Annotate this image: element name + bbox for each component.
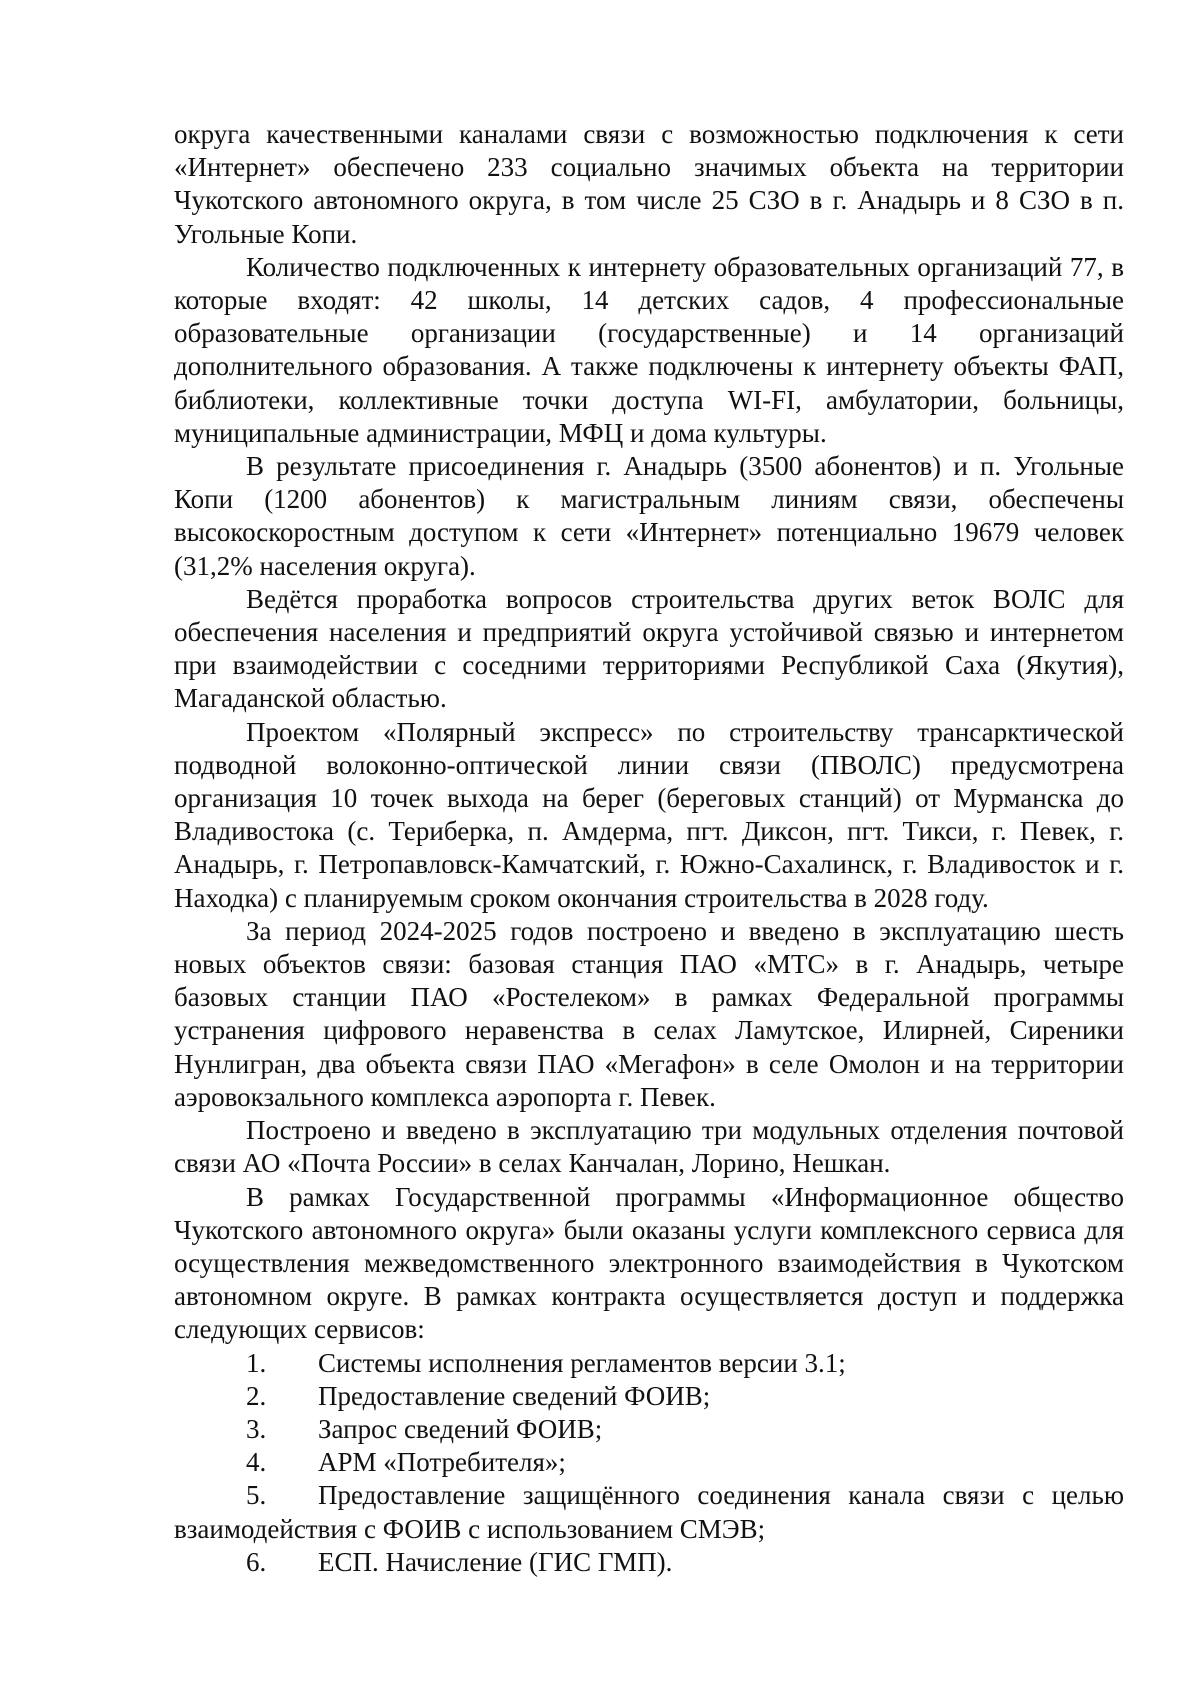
- services-list: [174, 1347, 1124, 1579]
- list-item-number: 3.: [246, 1413, 267, 1444]
- paragraph-fiber-branches: Ведётся проработка вопросов строительства других веток ВОЛС для обеспечения населения и предприятий округа устойчивой связью и интернетом при взаимодействии с соседними территориями Республикой Саха (Якутия), Магаданской областью.: [174, 583, 1124, 714]
- paragraph-new-objects: За период 2024-2025 годов построено и введено в эксплуатацию шесть новых объектов связи: базовая станция ПАО «МТС» в г. Анадырь, четыре базовых станции ПАО «Ростелеком» в рамках Федеральной программы устранения цифрового неравенства в селах Ламутское, Илирней, Сиреники Нунлигран, два объекта связи ПАО «Мегафон» в селе Омолон и на территории аэровокзального комплекса аэропорта г. Певек.: [174, 915, 1124, 1112]
- list-item-text: Предоставление защищённого соединения канала связи с целью взаимодействия с ФОИВ с использованием СМЭВ;: [174, 1480, 1124, 1544]
- list-item-number: 4.: [246, 1447, 267, 1478]
- list-item-text: Системы исполнения регламентов версии 3.1;: [318, 1347, 846, 1378]
- list-item: [174, 1413, 1124, 1446]
- list-item: [174, 1479, 1124, 1545]
- list-item-text: ЕСП. Начисление (ГИС ГМП).: [318, 1546, 673, 1577]
- list-item-text: АРМ «Потребителя»;: [318, 1447, 566, 1478]
- list-item: [174, 1546, 1124, 1579]
- paragraph-post-offices: Построено и введено в эксплуатацию три модульных отделения почтовой связи АО «Почта России» в селах Канчалан, Лорино, Нешкан.: [174, 1115, 1124, 1179]
- list-item-number: 1.: [246, 1347, 267, 1378]
- paragraph-backbone: В результате присоединения г. Анадырь (3500 абонентов) и п. Угольные Копи (1200 абонентов) к магистральным линиям связи, обеспечены высокоскоростным доступом к сети «Интернет» потенциально 19679 человек (31,2% населения округа).: [174, 451, 1124, 581]
- list-item-number: 6.: [246, 1546, 267, 1577]
- document-page: [174, 118, 1124, 1579]
- list-item-text: Запрос сведений ФОИВ;: [318, 1413, 603, 1444]
- list-item-text: Предоставление сведений ФОИВ;: [318, 1380, 711, 1411]
- list-item: [174, 1446, 1124, 1479]
- list-item-number: 5.: [246, 1480, 267, 1511]
- paragraph-education: Количество подключенных к интернету образовательных организаций 77, в которые входят: 42 школы, 14 детских садов, 4 профессиональные образовательные организации (государственные) и 14 организаций дополнительного образования. А также подключены к интернету объекты ФАП, библиотеки, коллективные точки доступа WI-FI, амбулатории, больницы, муниципальные администрации, МФЦ и дома культуры.: [174, 251, 1124, 448]
- paragraph-state-program: В рамках Государственной программы «Информационное общество Чукотского автономного округа» были оказаны услуги комплексного сервиса для осуществления межведомственного электронного взаимодействия в Чукотском автономном округе. В рамках контракта осуществляется доступ и поддержка следующих сервисов:: [174, 1181, 1124, 1345]
- list-item: [174, 1347, 1124, 1380]
- list-item-number: 2.: [246, 1380, 267, 1411]
- list-item: [174, 1380, 1124, 1413]
- paragraph-polar-express: Проектом «Полярный экспресс» по строительству трансарктической подводной волоконно-оптической линии связи (ПВОЛС) предусмотрена организация 10 точек выхода на берег (береговых станций) от Мурманска до Владивостока (с. Териберка, п. Амдерма, пгт. Диксон, пгт. Тикси, г. Певек, г. Анадырь, г. Петропавловск-Камчатский, г. Южно-Сахалинск, г. Владивосток и г. Находка) с планируемым сроком окончания строительства в 2028 году.: [174, 716, 1124, 913]
- paragraph-continuation: округа качественными каналами связи с возможностью подключения к сети «Интернет» обеспечено 233 социально значимых объекта на территории Чукотского автономного округа, в том числе 25 СЗО в г. Анадырь и 8 СЗО в п. Угольные Копи.: [174, 119, 1124, 249]
